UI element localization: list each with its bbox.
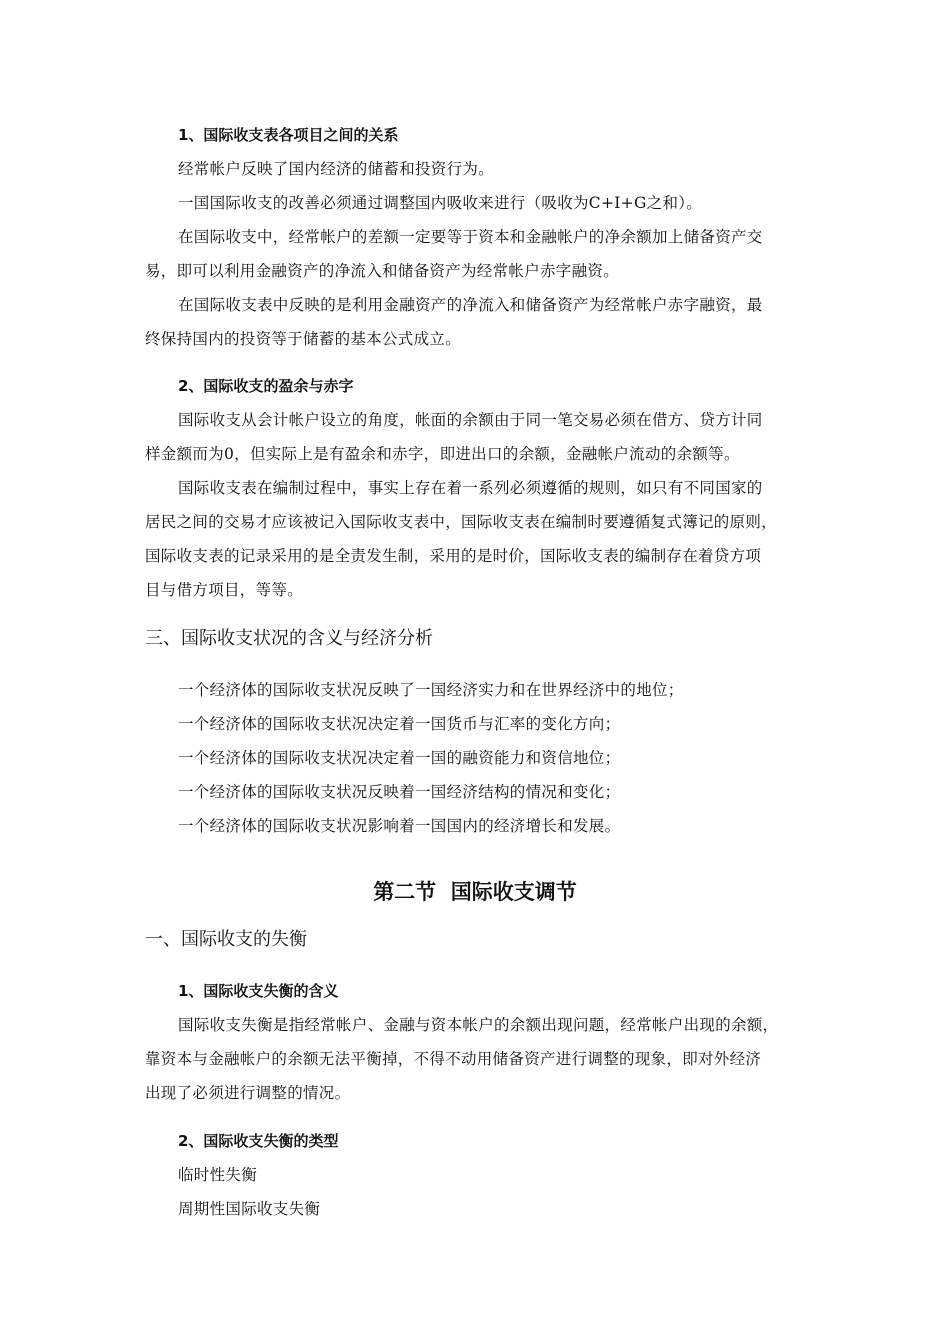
list-item: 一个经济体的国际收支状况决定着一国的融资能力和资信地位； bbox=[178, 749, 621, 767]
subsection-heading: 2、国际收支失衡的类型 bbox=[178, 1132, 339, 1150]
paragraph-line: 目与借方项目，等等。 bbox=[145, 581, 304, 599]
list-item: 一个经济体的国际收支状况反映着一国经济结构的情况和变化； bbox=[178, 783, 621, 801]
paragraph-line: 居民之间的交易才应该被记入国际收支表中，国际收支表在编制时要遵循复式簿记的原则， bbox=[145, 513, 778, 531]
paragraph-line: 国际收支表在编制过程中，事实上存在着一系列必须遵循的规则，如只有不同国家的 bbox=[178, 479, 763, 497]
list-item: 一个经济体的国际收支状况反映了一国经济实力和在世界经济中的地位； bbox=[178, 681, 684, 699]
subsection-heading: 2、国际收支的盈余与赤字 bbox=[178, 377, 354, 395]
paragraph-line: 靠资本与金融帐户的余额无法平衡掉，不得不动用储备资产进行调整的现象，即对外经济 bbox=[145, 1050, 762, 1068]
paragraph-line: 在国际收支表中反映的是利用金融资产的净流入和储备资产为经常帐户赤字融资，最 bbox=[178, 296, 763, 314]
list-item: 周期性国际收支失衡 bbox=[178, 1200, 321, 1218]
paragraph-line: 样金额而为0，但实际上是有盈余和赤字，即进出口的余额，金融帐户流动的余额等。 bbox=[145, 445, 740, 463]
paragraph-line: 终保持国内的投资等于储蓄的基本公式成立。 bbox=[145, 330, 462, 348]
paragraph-line: 国际收支失衡是指经常帐户、金融与资本帐户的余额出现问题，经常帐户出现的余额， bbox=[178, 1016, 779, 1034]
paragraph-line: 在国际收支中，经常帐户的差额一定要等于资本和金融帐户的净余额加上储备资产交 bbox=[178, 228, 763, 246]
paragraph-line: 国际收支从会计帐户设立的角度，帐面的余额由于同一笔交易必须在借方、贷方计同 bbox=[178, 411, 763, 429]
paragraph-line: 易，即可以利用金融资产的净流入和储备资产为经常帐户赤字融资。 bbox=[145, 262, 620, 280]
subsection-heading: 1、国际收支失衡的含义 bbox=[178, 982, 339, 1000]
paragraph-line: 出现了必须进行调整的情况。 bbox=[145, 1084, 351, 1102]
paragraph-line: 经常帐户反映了国内经济的储蓄和投资行为。 bbox=[178, 160, 495, 178]
list-item: 临时性失衡 bbox=[178, 1166, 258, 1184]
section-heading: 一、国际收支的失衡 bbox=[145, 929, 307, 950]
paragraph-line: 一国国际收支的改善必须通过调整国内吸收来进行（吸收为C+I+G之和）。 bbox=[178, 194, 703, 212]
chapter-title: 第二节 国际收支调节 bbox=[373, 880, 577, 904]
section-heading: 三、国际收支状况的含义与经济分析 bbox=[145, 628, 433, 649]
subsection-heading: 1、国际收支表各项目之间的关系 bbox=[178, 126, 399, 144]
list-item: 一个经济体的国际收支状况影响着一国国内的经济增长和发展。 bbox=[178, 817, 621, 835]
list-item: 一个经济体的国际收支状况决定着一国货币与汇率的变化方向； bbox=[178, 715, 621, 733]
paragraph-line: 国际收支表的记录采用的是全责发生制，采用的是时价，国际收支表的编制存在着贷方项 bbox=[145, 547, 762, 565]
